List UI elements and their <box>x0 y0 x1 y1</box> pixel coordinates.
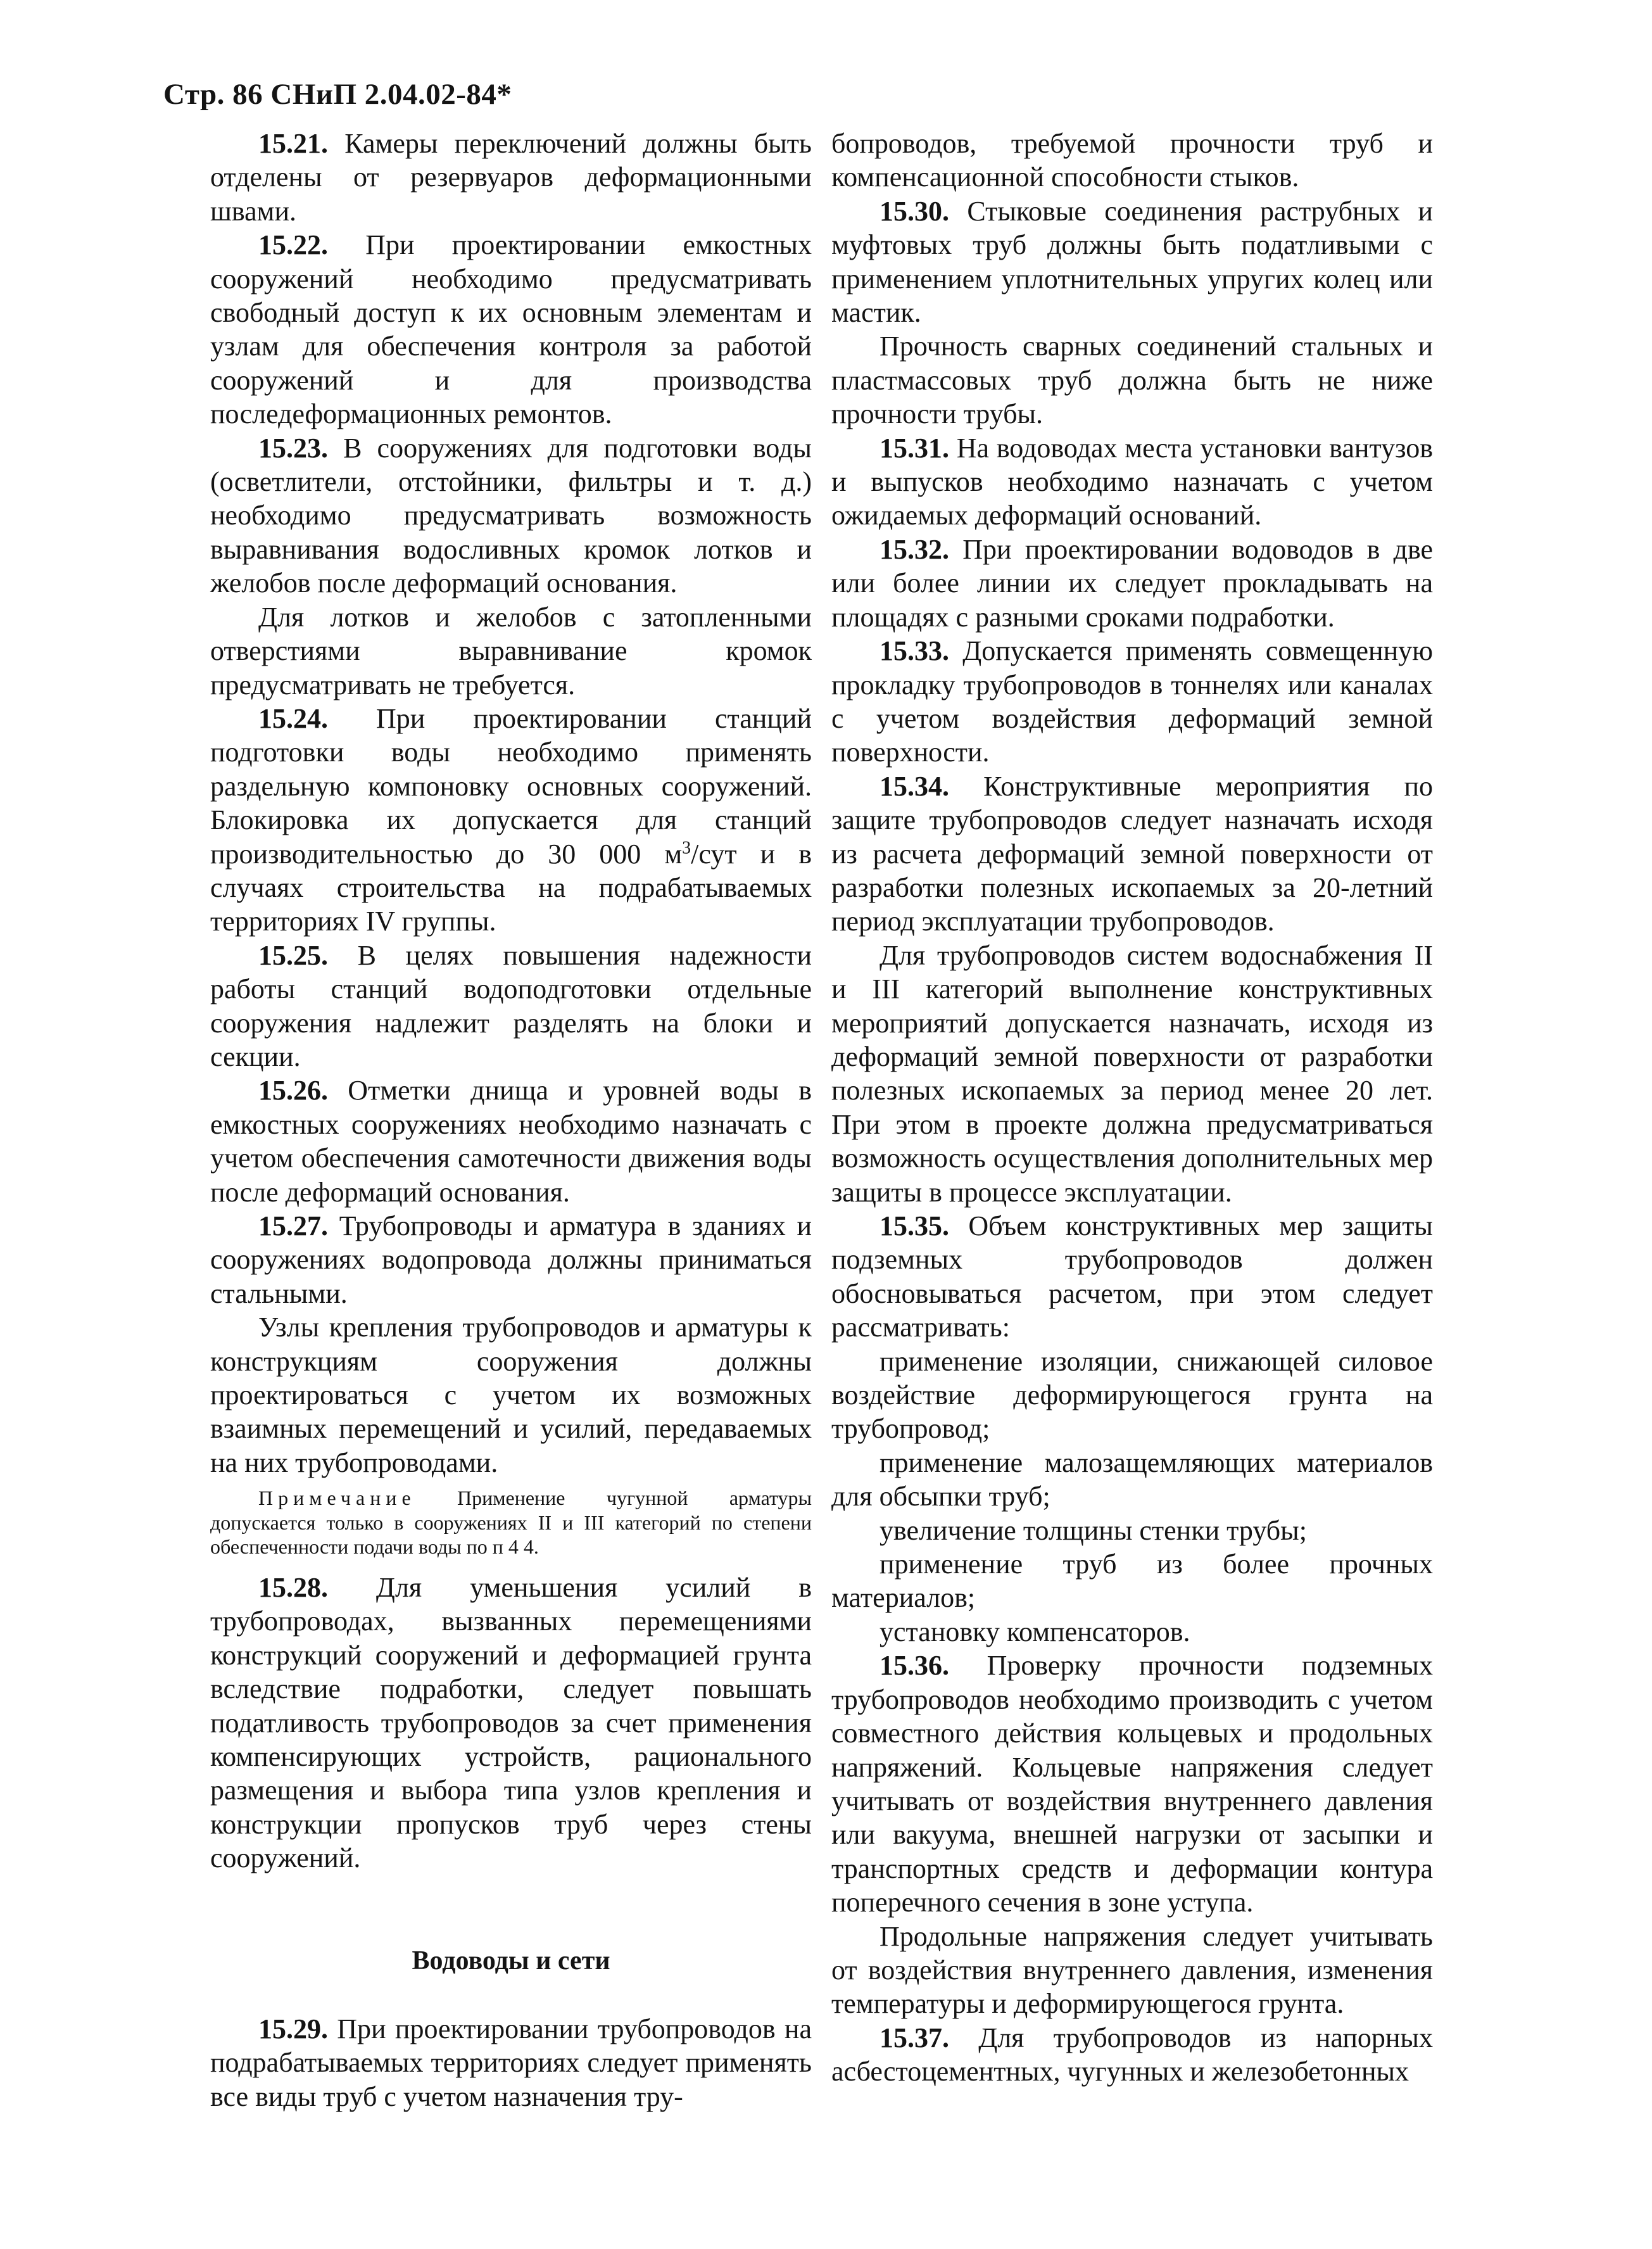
page-header: Стр. 86 СНиП 2.04.02-84* <box>163 78 512 111</box>
clause-number: 15.27. <box>258 1210 328 1241</box>
clause-text: Камеры переключений должны быть отделены от резервуаров деформационными швами. <box>210 128 812 227</box>
clause-text: Конструктивные мероприятия по защите трубопроводов следует назначать исходя из расчета деформаций земной поверхности от разработки полезных ископаемых за 20-летний период эксплуатации трубопроводов. <box>831 770 1433 937</box>
clause-number: 15.28. <box>258 1572 328 1604</box>
clause-15-21 <box>210 127 812 228</box>
paragraph-15-27-cont: Узлы крепления трубопроводов и арматуры к конструкциям сооружения должны проектироваться с учетом их возможных взаимных перемещений и усилий, передаваемых на них трубопроводами. <box>210 1312 812 1478</box>
note-text: Применение чугунной арматуры допускается только в сооружениях II и III категорий по степени обеспеченности подачи воды по п 4 4. <box>210 1486 812 1559</box>
clause-15-26 <box>210 1074 812 1209</box>
right-column <box>831 127 1433 2089</box>
clause-text: На водоводах места установки вантузов и выпусков необходимо назначать с учетом ожидаемых деформаций оснований. <box>831 432 1433 531</box>
clause-text: В сооружениях для подготовки воды (осветлители, отстойники, фильтры и т. д.) необходимо предусматривать возможность выравнивания водосливных кромок лотков и желобов после деформаций основания. <box>210 432 812 599</box>
clause-number: 15.32. <box>880 533 949 565</box>
superscript: 3 <box>682 837 691 858</box>
clause-number: 15.30. <box>880 195 949 227</box>
clause-number: 15.22. <box>258 229 328 261</box>
clause-15-31 <box>831 431 1433 533</box>
list-item: увеличение толщины стенки трубы; <box>880 1514 1307 1546</box>
clause-number: 15.23. <box>258 432 328 464</box>
clause-text: Объем конструктивных мер защиты подземных трубопроводов должен обосновываться расчетом, при этом следует рассматривать: <box>831 1210 1433 1343</box>
clause-15-35 <box>831 1209 1433 1345</box>
clause-number: 15.31. <box>880 432 949 464</box>
clause-number: 15.37. <box>880 2022 949 2053</box>
clause-number: 15.35. <box>880 1210 949 1241</box>
clause-number: 15.26. <box>258 1075 328 1106</box>
clause-15-32 <box>831 533 1433 634</box>
paragraph-15-34-cont: Для трубопроводов систем водоснабжения II и III категорий выполнение конструктивных мероприятий допускается назначать, исходя из деформаций земной поверхности от разработки полезных ископаемых за период менее 20 лет. При этом в проекте должна предусматриваться возможность осуществления дополнительных мер защиты в процессе эксплуатации. <box>831 939 1433 1208</box>
clause-15-23 <box>210 431 812 600</box>
clause-number: 15.21. <box>258 128 328 159</box>
clause-text: Проверку прочности подземных трубопроводов необходимо производить с учетом совместного действия кольцевых и продольных напряжений. Кольцевые напряжения следует учитывать от воздействия внутреннего давления или вакуума, внешней нагрузки от засыпки и транспортных средств и деформации контура поперечного сечения в зоне уступа. <box>831 1650 1433 1918</box>
clause-text: При проектировании трубопроводов на подрабатываемых территориях следует применять все виды труб с учетом назначения тру- <box>210 2013 812 2112</box>
clause-number: 15.29. <box>258 2013 328 2044</box>
clause-15-29 <box>210 2012 812 2113</box>
clause-15-27 <box>210 1209 812 1310</box>
clause-text: При проектировании водоводов в две или более линии их следует прокладывать на площадях с разными сроками подработки. <box>831 533 1433 633</box>
clause-number: 15.24. <box>258 702 328 734</box>
clause-text: В целях повышения надежности работы станций водоподготовки отдельные сооружения надлежит разделять на блоки и секции. <box>210 939 812 1072</box>
list-item: установку компенсаторов. <box>880 1616 1190 1647</box>
clause-number: 15.36. <box>880 1650 949 1682</box>
clause-15-25 <box>210 939 812 1074</box>
clause-15-28 <box>210 1571 812 1875</box>
clause-15-34 <box>831 770 1433 939</box>
clause-15-22 <box>210 228 812 431</box>
clause-15-37 <box>831 2021 1433 2089</box>
clause-text: Допускается применять совмещенную прокладку трубопроводов в тоннелях или каналах с учетом воздействия деформаций земной поверхности. <box>831 635 1433 768</box>
clause-text-cont: /сут и в случаях строительства на подрабатываемых территориях IV группы. <box>210 838 812 937</box>
list-item: применение труб из более прочных материалов; <box>831 1549 1433 1614</box>
paragraph-15-23-cont: Для лотков и желобов с затопленными отверстиями выравнивание кромок предусматривать не требуется. <box>210 601 812 700</box>
section-title: Водоводы и сети <box>412 1946 610 1975</box>
note-label: Примечание <box>258 1486 416 1510</box>
paragraph-15-36-cont: Продольные напряжения следует учитывать от воздействия внутреннего давления, изменения температуры и деформирующегося грунта. <box>831 1920 1433 2020</box>
clause-text: При проектировании емкостных сооружений необходимо предусматривать свободный доступ к их основным элементам и узлам для обеспечения контроля за работой сооружений и для производства последеформационных ремонтов. <box>210 229 812 430</box>
clause-text: Отметки днища и уровней воды в емкостных сооружениях необходимо назначать с учетом обеспечения самотечности движения воды после деформаций основания. <box>210 1075 812 1208</box>
left-column <box>210 127 812 2113</box>
note <box>210 1486 812 1559</box>
clause-15-36 <box>831 1649 1433 1919</box>
clause-number: 15.33. <box>880 635 949 667</box>
clause-number: 15.34. <box>880 770 949 802</box>
clause-text: Для трубопроводов из напорных асбестоцементных, чугунных и железобетонных <box>831 2022 1433 2087</box>
clause-text: Трубопроводы и арматура в зданиях и сооружениях водопровода должны приниматься стальными. <box>210 1210 812 1309</box>
clause-text: При проектировании станций подготовки воды необходимо применять раздельную компоновку основных сооружений. Блокировка их допускается для станций производительностью до 30 000 м <box>210 702 812 870</box>
list-item: применение малозащемляющих материалов для обсыпки труб; <box>831 1447 1433 1512</box>
clause-15-30 <box>831 194 1433 330</box>
clause-text: Стыковые соединения раструбных и муфтовых труб должны быть податливыми с применением уплотнительных упругих колец или мастик. <box>831 195 1433 329</box>
clause-15-33 <box>831 634 1433 770</box>
paragraph-15-29-cont: бопроводов, требуемой прочности труб и компенсационной способности стыков. <box>831 128 1433 193</box>
clause-15-24 <box>210 702 812 939</box>
paragraph-15-30-cont: Прочность сварных соединений стальных и пластмассовых труб должна быть не ниже прочности трубы. <box>831 331 1433 430</box>
clause-number: 15.25. <box>258 939 328 971</box>
clause-text: Для уменьшения усилий в трубопроводах, вызванных перемещениями конструкций сооружений и деформацией грунта вследствие подработки, следует повышать податливость трубопроводов за счет применения компенсирующих устройств, рационального размещения и выбора типа узлов крепления и конструкции пропусков труб через стены сооружений. <box>210 1572 812 1874</box>
list-item: применение изоляции, снижающей силовое воздействие деформирующегося грунта на трубопровод; <box>831 1345 1433 1445</box>
